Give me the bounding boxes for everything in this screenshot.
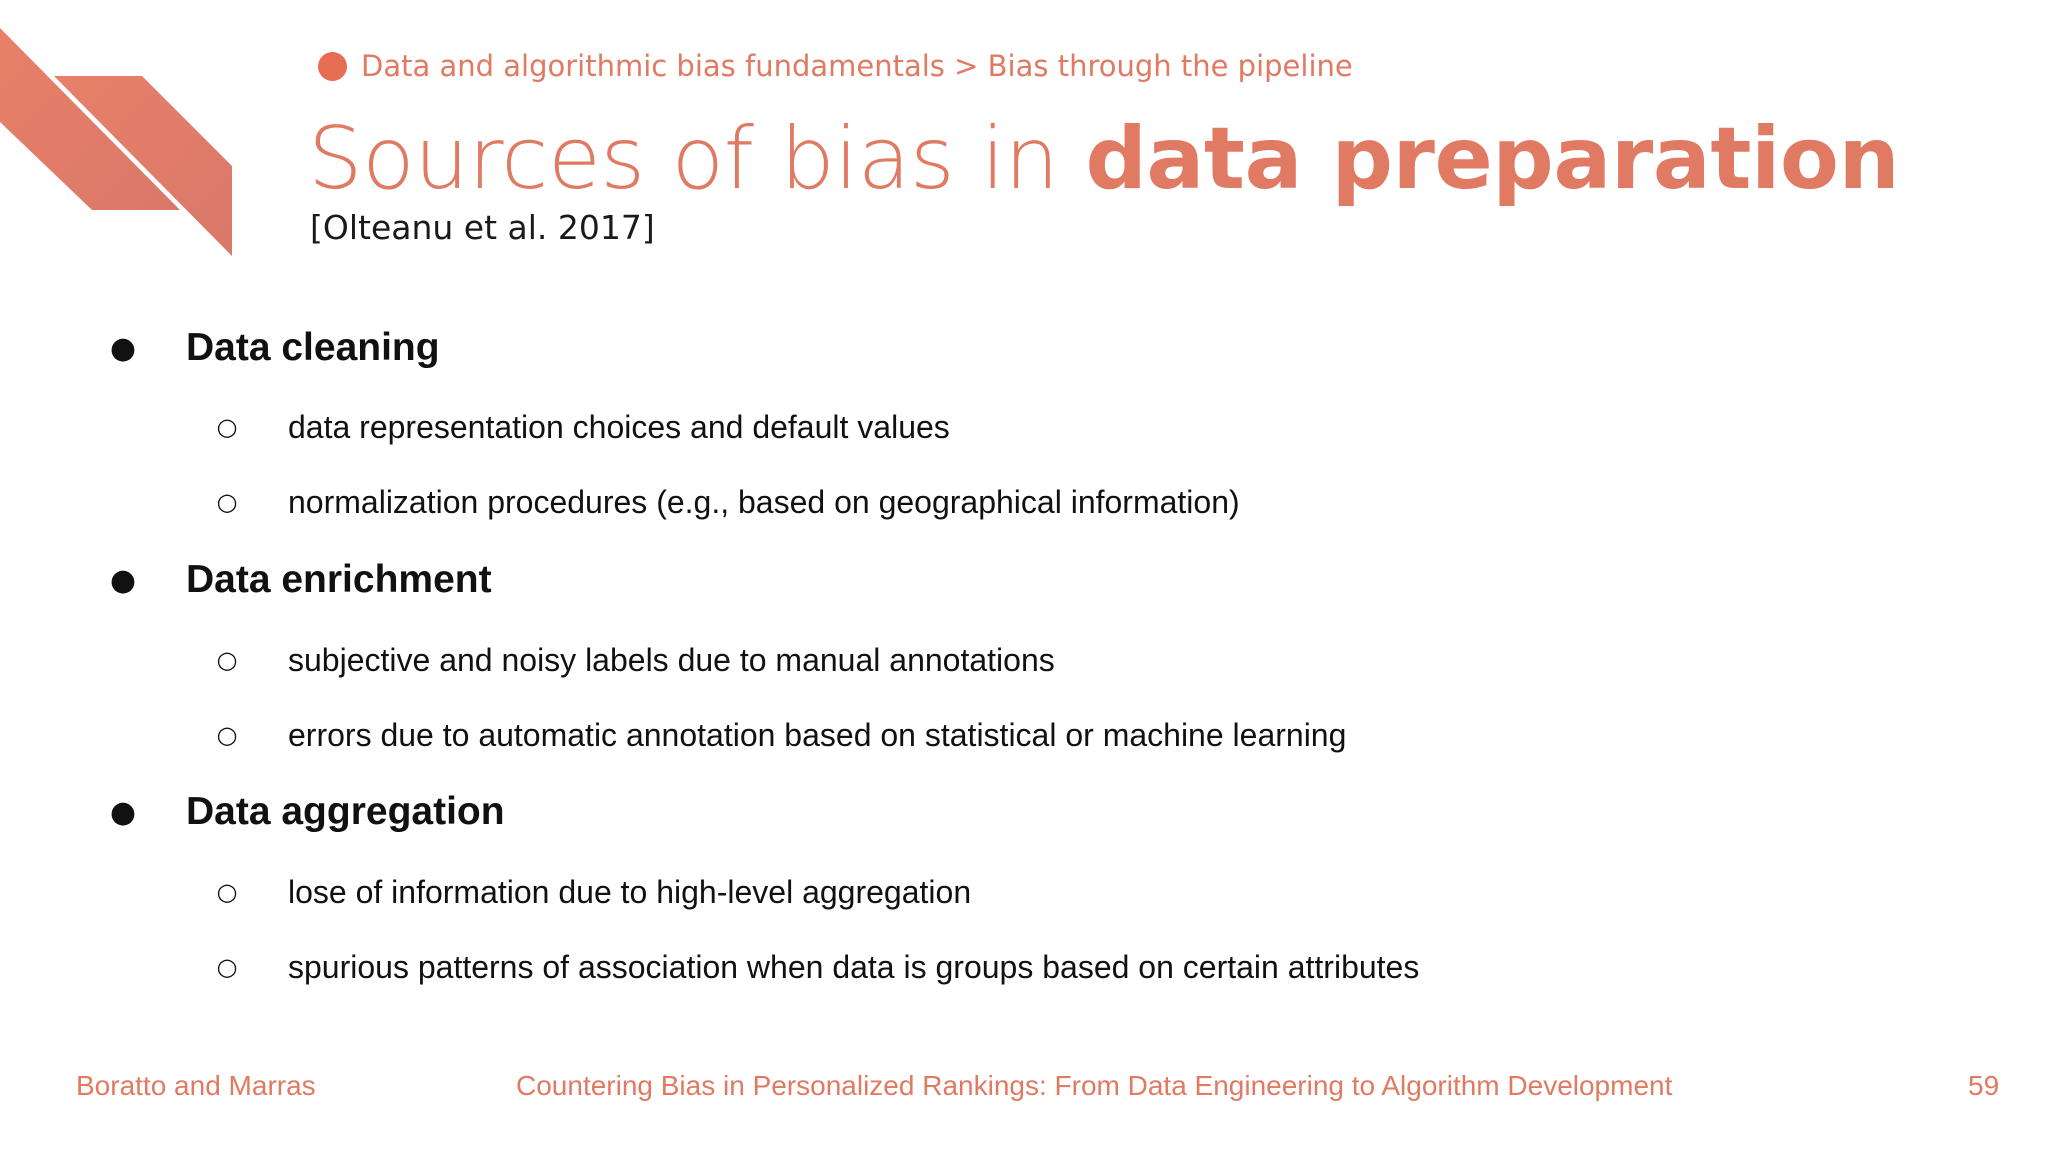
sub-bullet-item: [0, 635, 1900, 685]
title-bold-part: data preparation: [1085, 109, 1900, 209]
sub-bullet-icon: ○: [216, 878, 238, 906]
sub-bullet-icon: ○: [216, 413, 238, 441]
footer-talk-title: Countering Bias in Personalized Rankings: From Data Engineering to Algorithm Development: [516, 1070, 1673, 1101]
sub-bullet-icon: ○: [216, 721, 238, 749]
sub-bullet-text: data representation choices and default values: [288, 408, 950, 445]
sub-bullet-item: [0, 402, 1900, 452]
sub-bullet-item: [0, 942, 1900, 992]
sub-bullet-text: subjective and noisy labels due to manual annotations: [288, 641, 1055, 678]
bullet-icon: ●: [109, 562, 137, 598]
sub-bullet-icon: ○: [216, 953, 238, 981]
sub-bullet-text: normalization procedures (e.g., based on geographical information): [288, 483, 1240, 520]
sub-bullet-item: [0, 867, 1900, 917]
footer-authors: Boratto and Marras: [76, 1070, 316, 1101]
bullet-heading: Data cleaning: [186, 326, 440, 369]
bullet-icon: ●: [109, 794, 137, 830]
bullet-heading: Data aggregation: [186, 790, 505, 833]
sub-bullet-item: [0, 710, 1900, 760]
bullet-item: [0, 550, 1900, 610]
citation: [Olteanu et al. 2017]: [310, 208, 655, 247]
page-number: 59: [1968, 1070, 2000, 1101]
sub-bullet-icon: ○: [216, 646, 238, 674]
sub-bullet-text: errors due to automatic annotation based on statistical or machine learning: [288, 716, 1347, 753]
bullet-icon: ●: [109, 330, 137, 366]
sub-bullet-icon: ○: [216, 488, 238, 516]
title-light-part: Sources of bias in: [308, 109, 1086, 209]
sub-bullet-text: lose of information due to high-level aggregation: [288, 873, 972, 910]
bullet-heading: Data enrichment: [186, 558, 492, 601]
sub-bullet-text: spurious patterns of association when data is groups based on certain attributes: [288, 948, 1420, 985]
bullet-item: [0, 782, 1900, 842]
bullet-item: [0, 318, 1900, 378]
breadcrumb-text: Data and algorithmic bias fundamentals > Bias through the pipeline: [361, 49, 1353, 83]
sub-bullet-item: [0, 477, 1900, 527]
